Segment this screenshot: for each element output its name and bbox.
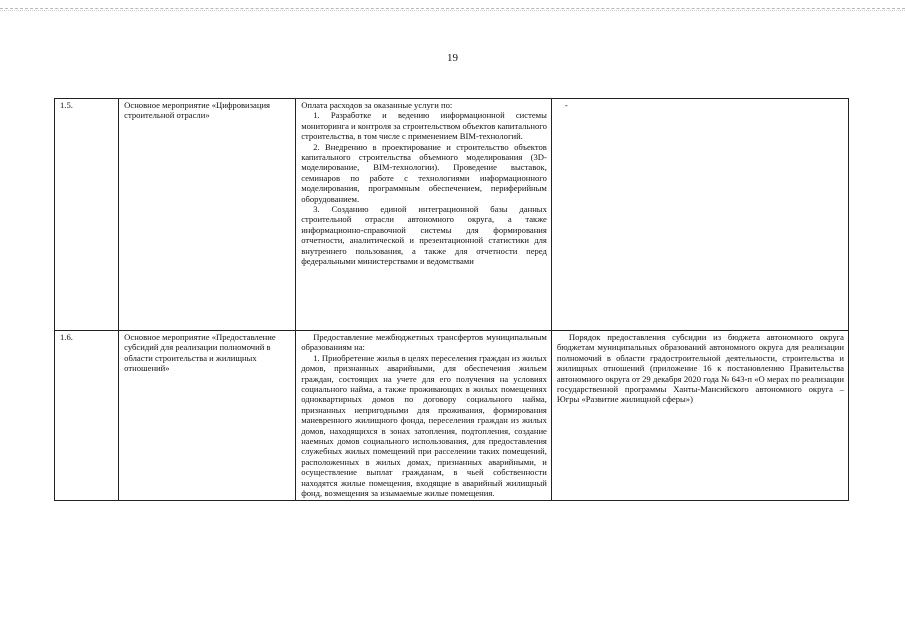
- row-number-cell: [55, 331, 119, 501]
- scan-edge-line: [0, 8, 905, 9]
- measure-name-cell: [119, 99, 296, 331]
- measure-name: Основное мероприятие «Цифровизация строительной отрасли»: [124, 100, 271, 121]
- row-number-cell: [55, 99, 119, 331]
- scan-edge-line: [0, 10, 905, 11]
- content-intro: Оплата расходов за оказанные услуги по:: [301, 100, 453, 110]
- row-number: 1.6.: [60, 332, 73, 342]
- reference-text: Порядок предоставления субсидии из бюджета автономного округа бюджетам муниципальных образований автономного округа для реализации полномочий в области градостроительной деятельности, строительства и жилищных отношений (приложение 16 к постановлению Правительства автономного округа от 29 декабря 2020 года № 643-п «О мерах по реализации государственной программы Ханты-Мансийского автономного округа – Югры «Развитие жилищной сферы»): [556, 332, 844, 405]
- content-item: 1. Разработке и ведению информационной системы мониторинга и контроля за строительством объектов капитального строительства, в том числе с применением BIM-технологий.: [301, 110, 547, 142]
- reference-cell: [551, 99, 848, 331]
- measure-content-cell: [296, 99, 552, 331]
- content-item: 2. Внедрению в проектирование и строительство объектов капитального строительства объемного моделирования (3D-моделирование, BIM-технологии). Проведение выставок, семинаров по работе с технологиями информационного моделирования, программным обеспечением, периферийным оборудованием.: [301, 141, 547, 204]
- measure-name-cell: [119, 331, 296, 501]
- content-item: 3. Созданию единой интеграционной базы данных строительной отрасли автономного округа, а также информационно-справочной системы для формирования отчетности, аналитической и презентационной статистики для внутреннего пользования, а также для отчетности перед федеральными министерствами и ведомствами: [301, 204, 547, 267]
- page-number: 19: [447, 52, 458, 64]
- measure-name: Основное мероприятие «Предоставление субсидий для реализации полномочий в области строительства и жилищных отношений»: [124, 332, 276, 374]
- content-item: 1. Приобретение жилья в целях переселения граждан из жилых домов, признанных аварийными, для обеспечения жильем граждан, состоящих на учете для его получения на условиях социального найма, а также проживающих в жилых помещениях одноквартирных домов по договору социального найма, признанных непригодными для проживания, формирования маневренного жилищного фонда, переселения граждан из жилых домов, находящихся в зонах затопления, подтопления, создание наемных домов социального использования, для предоставления служебных жилых помещений при расселении таких помещений, расположенных в жилых домах, признанных аварийными, и осуществление выплат гражданам, в чьей собственности находятся жилые помещения, входящие в аварийный жилищный фонд, возмещения за изымаемые жилые помещения.: [301, 352, 547, 499]
- measures-table: [54, 98, 849, 501]
- measure-content-cell: [296, 331, 552, 501]
- reference-cell: [551, 331, 848, 501]
- reference-text: -: [564, 100, 568, 110]
- content-intro: Предоставление межбюджетных трансфертов муниципальным образованиям на:: [301, 332, 547, 353]
- row-number: 1.5.: [60, 100, 73, 110]
- table-row: [55, 331, 849, 501]
- table-row: [55, 99, 849, 331]
